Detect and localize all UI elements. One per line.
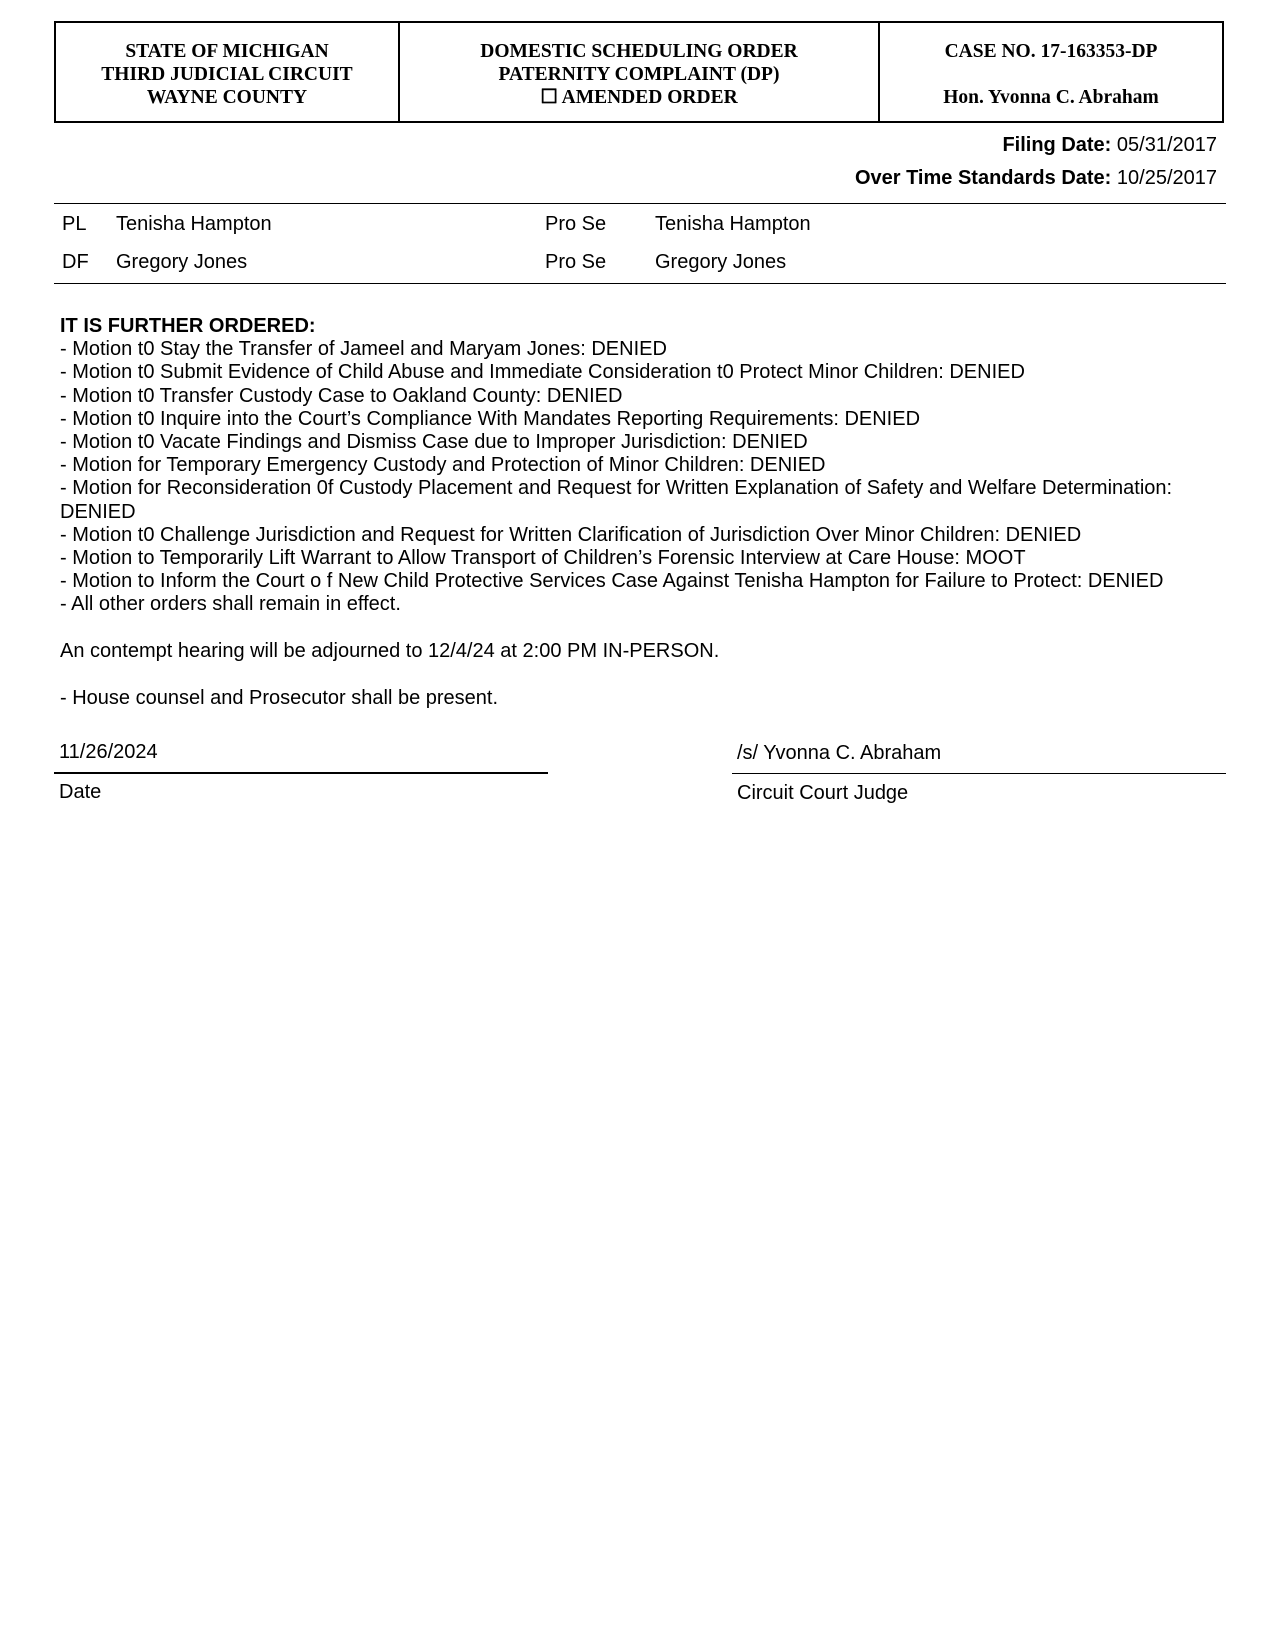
- filing-date-label: Filing Date:: [1002, 134, 1112, 156]
- case-info: [880, 23, 1222, 121]
- judge-signature: /s/ Yvonna C. Abraham: [737, 742, 942, 764]
- order-item: - Motion t0 Vacate Findings and Dismiss Case due to Improper Jurisdiction: DENIED: [60, 431, 808, 454]
- order-item: - Motion to Temporarily Lift Warrant to Allow Transport of Children’s Forensic Interview at Care House: MOOT: [60, 547, 1026, 570]
- parties-bottom-rule: [54, 283, 1226, 284]
- signature-date-line: [54, 772, 548, 774]
- judge-signature-caption: Circuit Court Judge: [737, 782, 909, 804]
- court-info: [56, 23, 400, 121]
- signature-date-value: 11/26/2024: [59, 741, 158, 763]
- over-time-standards-date-value: 10/25/2017: [1116, 167, 1217, 189]
- order-item: - Motion t0 Transfer Custody Case to Oakland County: DENIED: [60, 384, 623, 407]
- judge-signature-line: [732, 773, 1226, 774]
- order-item: - Motion t0 Stay the Transfer of Jameel and Maryam Jones: DENIED: [60, 338, 667, 361]
- judge-name: Hon. Yvonna C. Abraham: [943, 87, 1159, 108]
- order-item: - All other orders shall remain in effect.: [60, 593, 401, 616]
- court-state: STATE OF MICHIGAN: [125, 41, 329, 62]
- party-name: Tenisha Hampton: [116, 213, 272, 235]
- party-row: [0, 213, 1275, 245]
- case-number: CASE NO. 17-163353-DP: [944, 41, 1158, 62]
- orders-heading: IT IS FURTHER ORDERED:: [60, 315, 316, 337]
- over-time-standards-date: [855, 167, 1217, 190]
- counsel-notice: - House counsel and Prosecutor shall be present.: [60, 687, 499, 709]
- case-header: [54, 21, 1224, 123]
- party-attorney: Gregory Jones: [655, 251, 787, 273]
- orders-list: [60, 338, 1250, 616]
- order-item: - Motion for Reconsideration 0f Custody Placement and Request for Written Explanation of Safety and Welfare Determination: DENIED: [60, 477, 1173, 523]
- party-representation: Pro Se: [545, 213, 607, 235]
- party-representation: Pro Se: [545, 251, 607, 273]
- order-item: - Motion to Inform the Court o f New Child Protective Services Case Against Tenisha Hampton for Failure to Protect: DENIED: [60, 570, 1164, 593]
- over-time-standards-date-label: Over Time Standards Date:: [854, 167, 1112, 189]
- orders-section: [60, 315, 1250, 617]
- order-item: - Motion t0 Challenge Jurisdiction and Request for Written Clarification of Jurisdiction Over Minor Children: DENIED: [60, 523, 1082, 546]
- signature-date-caption: Date: [59, 781, 102, 803]
- order-title-line-1: DOMESTIC SCHEDULING ORDER: [480, 41, 798, 62]
- party-attorney: Tenisha Hampton: [655, 213, 811, 235]
- court-circuit: THIRD JUDICIAL CIRCUIT: [101, 64, 353, 85]
- filing-date: [1002, 134, 1217, 157]
- order-item: - Motion for Temporary Emergency Custody and Protection of Minor Children: DENIED: [60, 454, 826, 477]
- order-item: - Motion t0 Inquire into the Court’s Compliance With Mandates Reporting Requirements: DENIED: [60, 407, 921, 430]
- filing-date-value: 05/31/2017: [1116, 134, 1217, 156]
- order-title-line-2: PATERNITY COMPLAINT (DP): [498, 64, 780, 85]
- party-role: DF: [62, 251, 89, 273]
- order-title: [400, 23, 880, 121]
- contempt-hearing-notice: An contempt hearing will be adjourned to 12/4/24 at 2:00 PM IN-PERSON.: [60, 640, 720, 662]
- parties-top-rule: [54, 203, 1226, 204]
- amended-order-checkbox-label: ☐ AMENDED ORDER: [540, 87, 738, 108]
- party-row: [0, 251, 1275, 283]
- court-county: WAYNE COUNTY: [146, 87, 308, 108]
- party-role: PL: [62, 213, 87, 235]
- order-item: - Motion t0 Submit Evidence of Child Abuse and Immediate Consideration t0 Protect Minor Children: DENIED: [60, 361, 1025, 384]
- party-name: Gregory Jones: [116, 251, 248, 273]
